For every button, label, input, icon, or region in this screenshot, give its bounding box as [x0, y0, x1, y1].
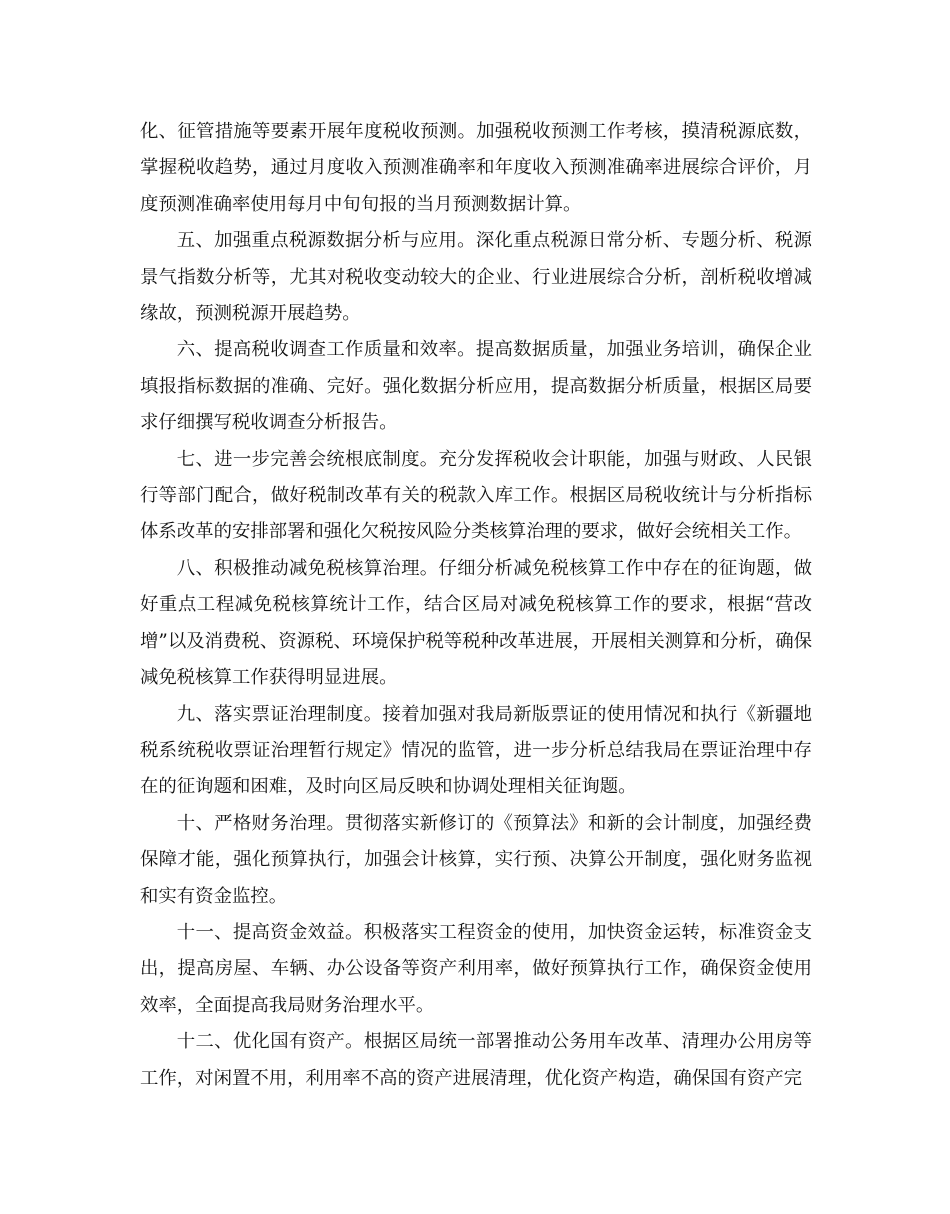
paragraph-item-5: 五、加强重点税源数据分析与应用。深化重点税源日常分析、专题分析、税源景气指数分析等，尤其对税收变动较大的企业、行业进展综合分析，剖析税收增减缘故，预测税源开展趋势。	[140, 230, 812, 325]
paragraph-item-12: 十二、优化国有资产。根据区局统一部署推动公务用车改革、清理办公用房等工作，对闲置不用，利用率不高的资产进展清理，优化资产构造，确保国有资产完	[140, 1031, 812, 1089]
paragraph-item-8: 八、积极推动减免税核算治理。仔细分析减免税核算工作中存在的征询题，做好重点工程减免税核算统计工作，结合区局对减免税核算工作的要求，根据“营改增”以及消费税、资源税、环境保护税等税种改革进展，开展相关测算和分析，确保减免税核算工作获得明显进展。	[140, 557, 812, 689]
document-body	[140, 114, 812, 1097]
paragraph-item-9: 九、落实票证治理制度。接着加强对我局新版票证的使用情况和执行《新疆地税系统税收票证治理暂行规定》情况的监管，进一步分析总结我局在票证治理中存在的征询题和困难，及时向区局反映和协调处理相关征询题。	[140, 703, 812, 798]
paragraph-item-6: 六、提高税收调查工作质量和效率。提高数据质量，加强业务培训，确保企业填报指标数据的准确、完好。强化数据分析应用，提高数据分析质量，根据区局要求仔细撰写税收调查分析报告。	[140, 339, 812, 434]
paragraph-item-10: 十、严格财务治理。贯彻落实新修订的《预算法》和新的会计制度，加强经费保障才能，强化预算执行，加强会计核算，实行预、决算公开制度，强化财务监视和实有资金监控。	[140, 812, 812, 907]
paragraph-continued: 化、征管措施等要素开展年度税收预测。加强税收预测工作考核，摸清税源底数，掌握税收趋势，通过月度收入预测准确率和年度收入预测准确率进展综合评价，月度预测准确率使用每月中旬旬报的当月预测数据计算。	[140, 121, 812, 215]
paragraph-item-11: 十一、提高资金效益。积极落实工程资金的使用，加快资金运转，标准资金支出，提高房屋、车辆、办公设备等资产利用率，做好预算执行工作，确保资金使用效率，全面提高我局财务治理水平。	[140, 921, 812, 1016]
paragraph-item-7: 七、进一步完善会统根底制度。充分发挥税收会计职能，加强与财政、人民银行等部门配合，做好税制改革有关的税款入库工作。根据区局税收统计与分析指标体系改革的安排部署和强化欠税按风险分类核算治理的要求，做好会统相关工作。	[140, 448, 812, 543]
